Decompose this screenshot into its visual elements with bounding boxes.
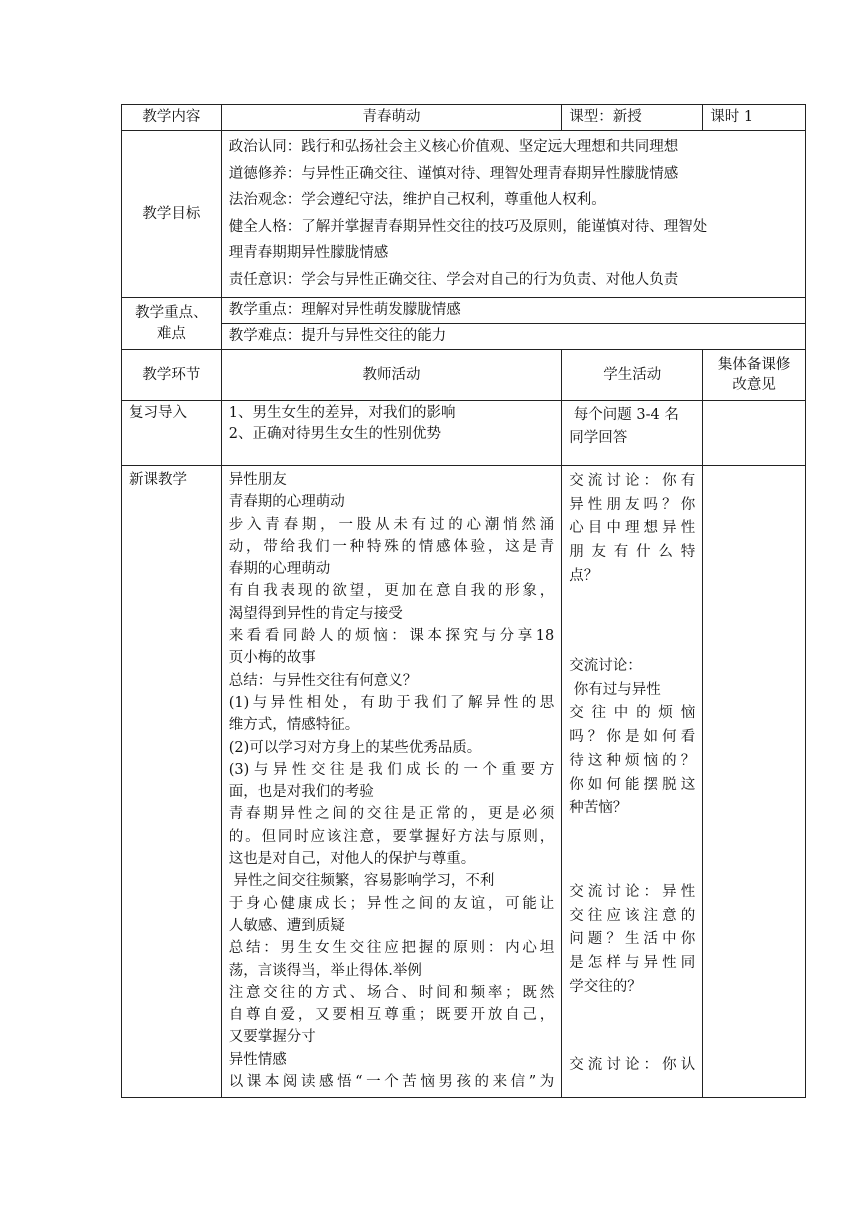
objective-line: 理青春期期异性朦胧情感 [228, 245, 389, 261]
teacher-line: 总结：与异性交往有何意义？ [228, 672, 418, 689]
objective-line: 政治认同：践行和弘扬社会主义核心价值观、坚定远大理想和共同理想 [228, 139, 679, 155]
focus-row [122, 298, 806, 324]
student-block [569, 881, 695, 1054]
teacher-line: 青春期异性之间的交往是正常的，更是必须 [228, 806, 555, 823]
student-block [569, 655, 695, 881]
student-line: 种苦恼？ [569, 800, 628, 817]
student-line: 学交往的？ [569, 978, 642, 995]
student-line: 问题？生活中你 [569, 931, 696, 948]
objective-line: 道德修养：与异性正确交往、谨慎对待、理智处理青春期异性朦胧情感 [228, 165, 679, 182]
new-lesson-stage: 新课教学 [122, 466, 222, 1098]
objective-line: 健全人格：了解并掌握青春期异性交往的技巧及原则，能谨慎对待、理智处 [228, 218, 708, 235]
review-student-line: 每个问题 3-4 名 [569, 407, 679, 423]
student-line: 交流讨论： [569, 658, 642, 674]
new-lesson-notes-cell [703, 466, 806, 1098]
teacher-line: 总结：男生女生交往应把握的原则：内心坦 [228, 940, 555, 957]
new-lesson-teacher-cell [221, 466, 561, 1098]
student-line: 点？ [569, 567, 599, 584]
student-line: 你有过与异性 [569, 681, 661, 698]
content-label: 教学内容 [122, 105, 222, 131]
lesson-plan-table [121, 104, 806, 1098]
teacher-line: 青春期的心理萌动 [228, 494, 345, 511]
teacher-line: 步入青春期，一股从未有过的心潮悄然涌 [228, 516, 555, 533]
student-line: 你如何能摆脱这 [569, 776, 696, 793]
review-teacher-line: 2、正确对待男生女生的性别优势 [228, 425, 441, 442]
student-line: 交流讨论：你有 [569, 473, 696, 489]
teacher-header: 教师活动 [221, 350, 561, 401]
student-line: 待这种烦恼的？ [569, 752, 696, 769]
objectives-row [122, 131, 806, 298]
teacher-line: (2)可以学习对方身上的某些优秀品质。 [228, 739, 482, 756]
student-line: 交流讨论：异性 [569, 884, 696, 900]
new-lesson-row [122, 466, 806, 1098]
teacher-line: 这也是对自己，对他人的保护与尊重。 [228, 851, 476, 868]
objective-line: 责任意识：学会与异性正确交往、学会对自己的行为负责、对他人负责 [228, 271, 679, 288]
teacher-line: 面，也是对我们的考验 [228, 784, 374, 801]
teacher-line: 来看看同龄人的烦恼：课本探究与分享18 [228, 628, 555, 645]
teacher-line: (3)与异性交往是我们成长的一个重要方 [228, 761, 555, 778]
teacher-line: 又要掌握分寸 [228, 1029, 316, 1046]
topic-cell: 青春萌动 [221, 105, 561, 131]
student-line: 异性朋友吗？你 [569, 496, 696, 513]
difficulty-cell: 教学难点：提升与异性交往的能力 [221, 324, 805, 350]
student-header: 学生活动 [562, 350, 703, 401]
student-block [569, 1054, 695, 1078]
teacher-line: 人敏感、遭到质疑 [228, 917, 345, 934]
student-line: 吗？你是如何看 [569, 729, 696, 746]
teacher-line: 注意交往的方式、场合、时间和频率；既然 [228, 984, 555, 1001]
column-header-row [122, 350, 806, 401]
teacher-line: 动，带给我们一种特殊的情感体验，这是青 [228, 538, 555, 555]
key-points-label: 教学重点、 难点 [122, 298, 222, 350]
review-student-cell [562, 401, 703, 466]
teacher-line: 荡，言谈得当，举止得体.举例 [228, 962, 422, 979]
teacher-line: 维方式，情感特征。 [228, 717, 360, 734]
student-line: 是怎样与异性同 [569, 955, 696, 972]
review-row [122, 401, 806, 466]
teacher-line: 春期的心理萌动 [228, 561, 331, 578]
teacher-line: 异性情感 [228, 1051, 287, 1068]
notes-header: 集体备课修 改意见 [703, 350, 806, 401]
student-line: 朋友有什么特 [569, 544, 696, 561]
difficulty-row [122, 324, 806, 350]
review-stage: 复习导入 [122, 401, 222, 466]
focus-cell: 教学重点：理解对异性萌发朦胧情感 [221, 298, 805, 324]
teacher-line: 页小梅的故事 [228, 650, 316, 667]
period-cell: 课时 1 [703, 105, 806, 131]
student-line: 心目中理想异性 [569, 520, 696, 537]
objectives-label: 教学目标 [122, 131, 222, 298]
student-block [569, 470, 695, 655]
teacher-line: 于身心健康成长；异性之间的友谊，可能让 [228, 895, 555, 912]
teacher-line: 的。但同时应该注意，要掌握好方法与原则， [228, 828, 555, 845]
header-row [122, 105, 806, 131]
student-line: 交往中的烦恼 [569, 705, 696, 722]
teacher-line: 异性之间交往频繁，容易影响学习，不利 [228, 873, 495, 890]
stage-header: 教学环节 [122, 350, 222, 401]
teacher-line: 异性朋友 [228, 472, 287, 488]
lesson-type-cell: 课型：新授 [562, 105, 703, 131]
review-teacher-cell [221, 401, 561, 466]
review-teacher-line: 1、男生女生的差异，对我们的影响 [228, 405, 456, 421]
objectives-cell [221, 131, 805, 298]
teacher-line: (1)与异性相处，有助于我们了解异性的思 [228, 694, 555, 711]
new-lesson-student-cell [562, 466, 703, 1098]
review-notes-cell [703, 401, 806, 466]
review-student-line: 同学回答 [569, 430, 628, 446]
student-line: 交流讨论：你认 [569, 1057, 696, 1073]
teacher-line: 渴望得到异性的肯定与接受 [228, 605, 403, 622]
student-line: 交往应该注意的 [569, 907, 696, 924]
teacher-line: 以课本阅读感悟“一个苦恼男孩的来信”为 [228, 1074, 555, 1091]
teacher-line: 有自我表现的欲望，更加在意自我的形象， [228, 583, 555, 600]
objective-line: 法治观念：学会遵纪守法，维护自己权利，尊重他人权利。 [228, 192, 606, 208]
teacher-line: 自尊自爱，又要相互尊重；既要开放自己， [228, 1007, 555, 1024]
